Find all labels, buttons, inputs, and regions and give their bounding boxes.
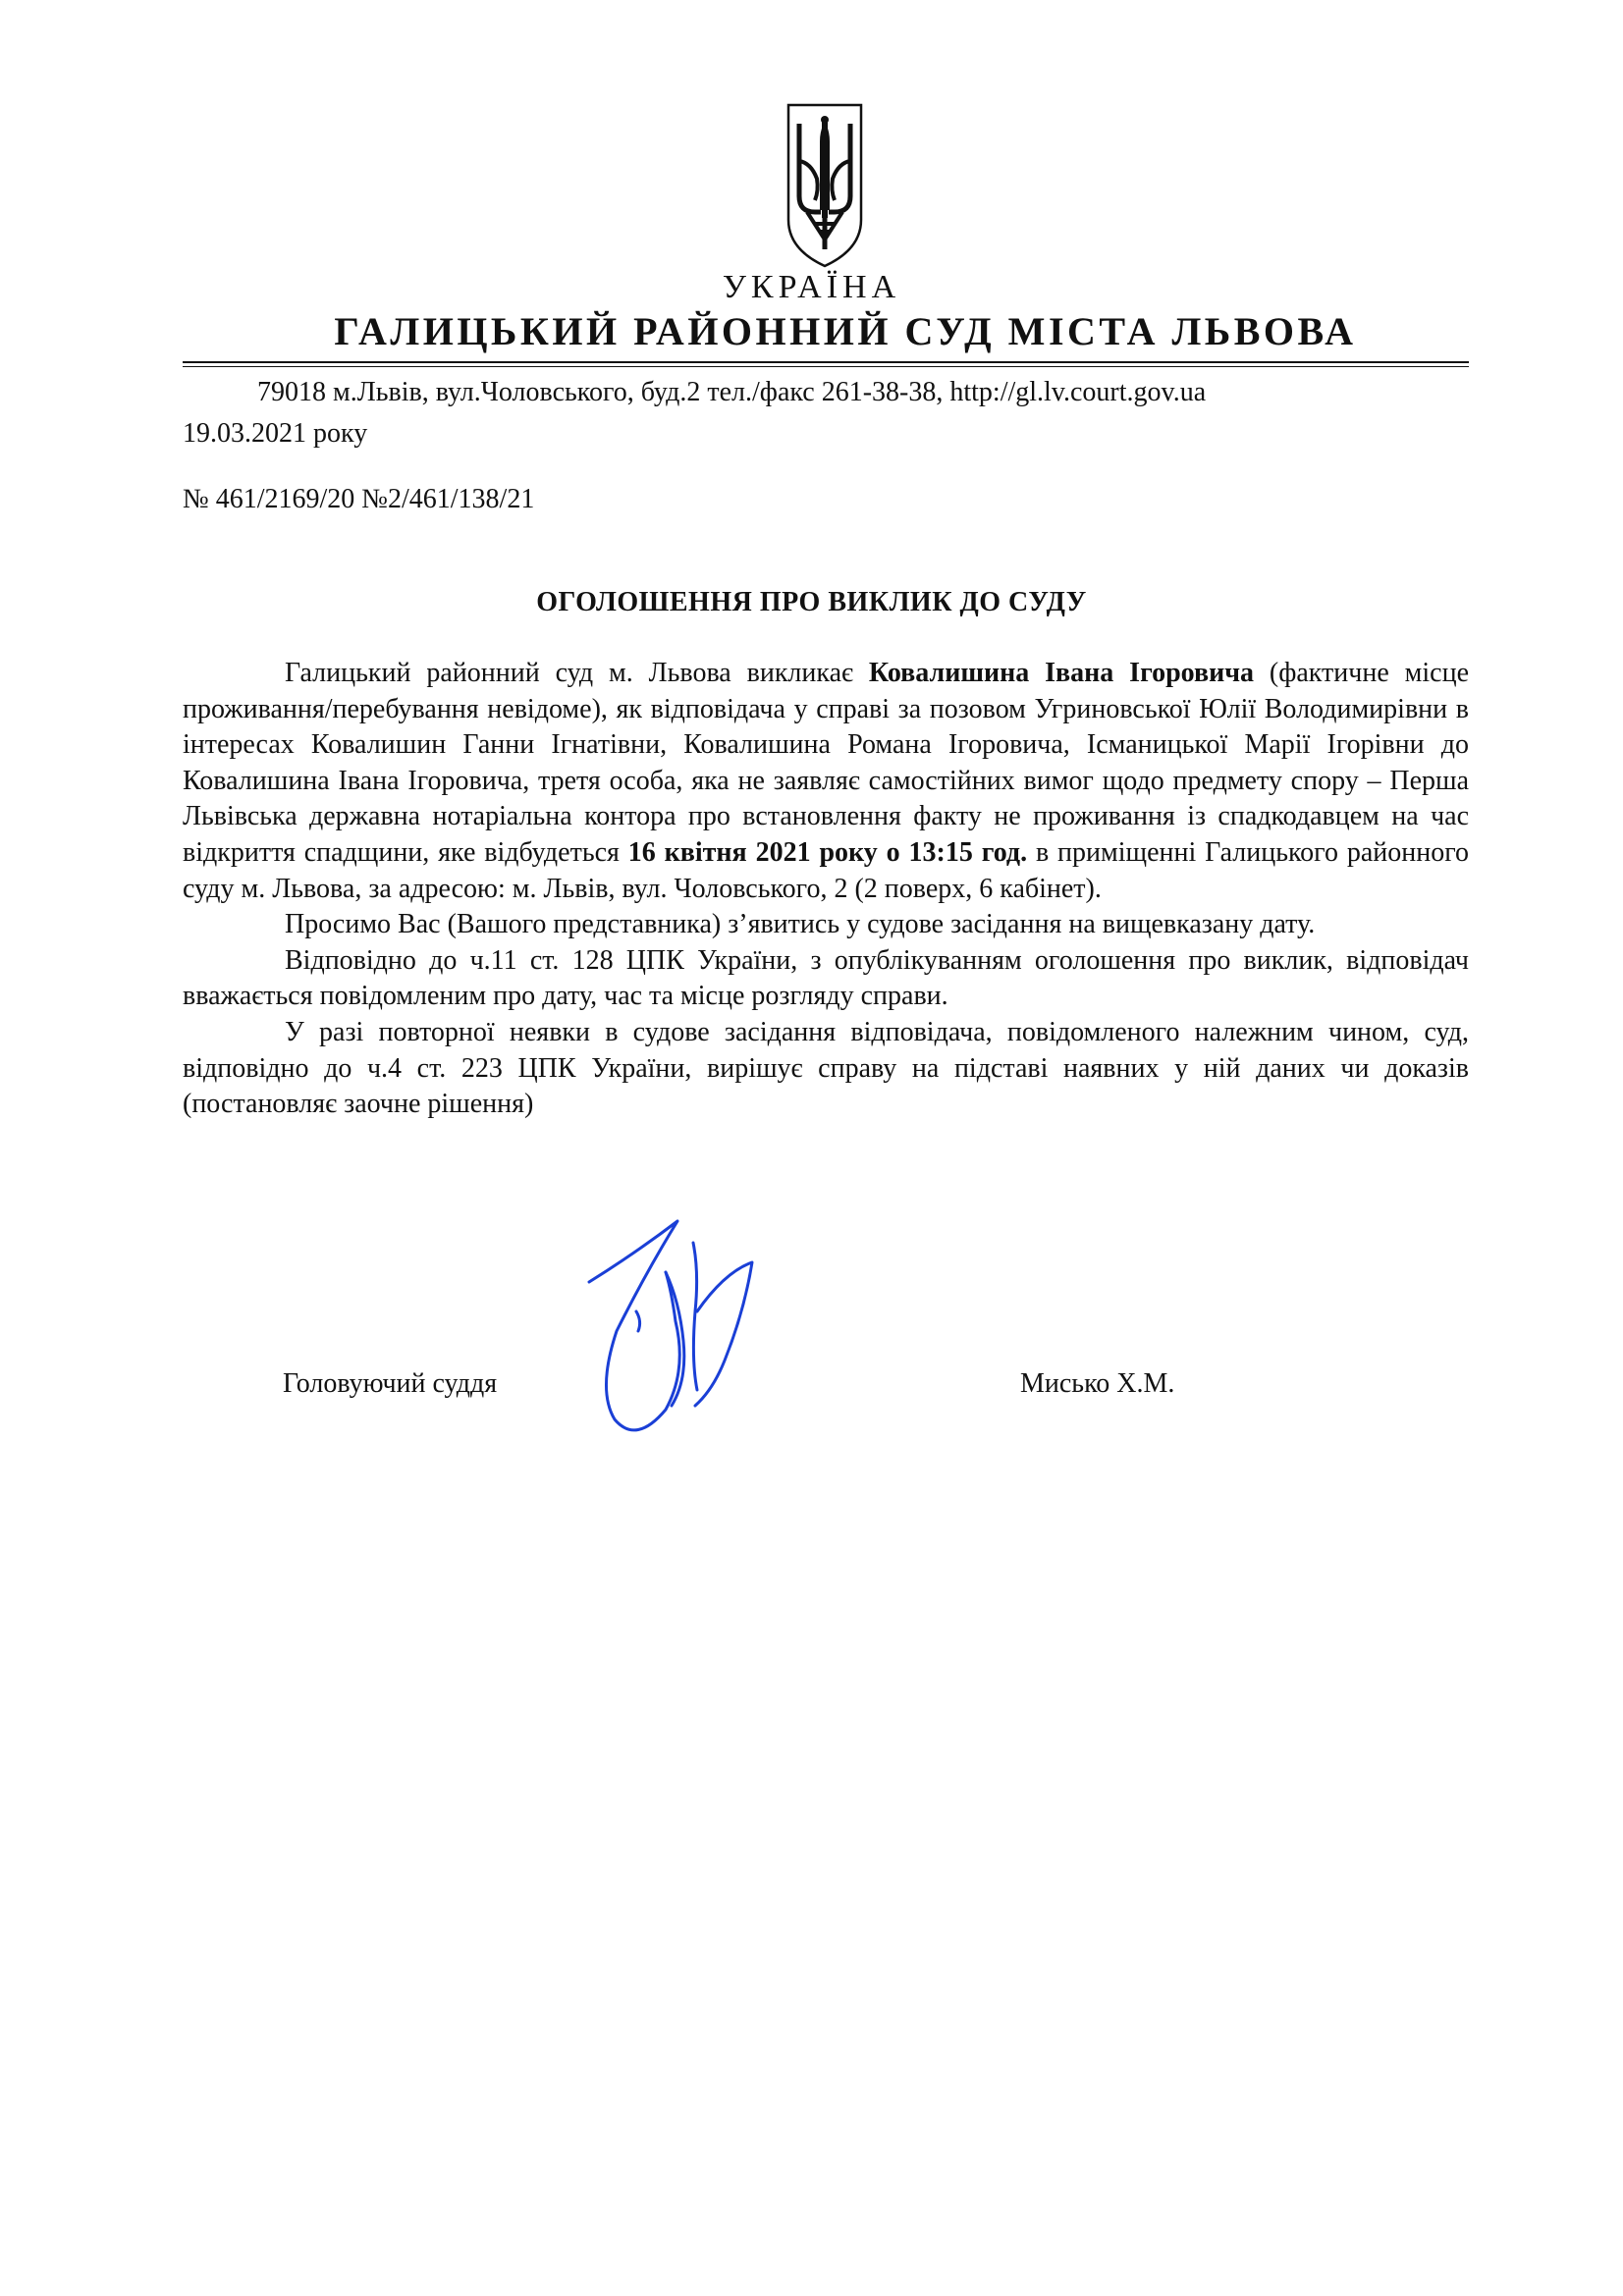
paragraph-request: Просимо Вас (Вашого представника) з’явитись у судове засідання на вищевказану дату.	[285, 909, 1316, 940]
country-heading: УКРАЇНА	[722, 269, 901, 305]
document-date: 19.03.2021 року	[183, 418, 368, 449]
signature-role: Головуючий суддя	[283, 1368, 498, 1399]
handwritten-signature	[577, 1213, 764, 1449]
court-address: 79018 м.Львів, вул.Чоловського, буд.2 тел./факс 261-38-38, http://gl.lv.court.gov.ua	[257, 377, 1207, 407]
tryzub-emblem-icon	[785, 102, 864, 269]
header-divider	[183, 361, 1469, 363]
document-body	[183, 656, 1469, 1123]
paragraph-default-judgment: У разі повторної неявки в судове засідання відповідача, повідомленого належним чином, суд, відповідно до ч.4 ст. 223 ЦПК України, вирішує справу на підставі наявних у ній даних чи доказів (постановляє заочне рішення)	[183, 1016, 1469, 1120]
judge-name: Мисько Х.М.	[1020, 1368, 1175, 1399]
summons-text-intro: Галицький районний суд м. Львова викликає	[285, 658, 869, 688]
summons-text-location: в приміщенні Галицького районного суду м. Львова, за адресою: м. Львів, вул. Чоловського, 2 (2 поверх, 6 кабінет).	[183, 836, 1470, 904]
court-name-heading: ГАЛИЦЬКИЙ РАЙОННИЙ СУД МІСТА ЛЬВОВА	[334, 309, 1357, 353]
summons-text-body: (фактичне місце проживання/перебування невідоме), як відповідача у справі за позовом Угриновської Юлії Володимирівни в інтересах Ковалишин Ганни Ігнатівни, Ковалишина Романа Ігоровича, Ісманицької Марії Ігорівни до Ковалишина Івана Ігоровича, третя особа, яка не заявляє самостійних вимог щодо предмету спору – Перша Львівська державна нотаріальна контора про встановлення факту не проживання із спадкодавцем на час відкриття спадщини, яке відбудеться	[183, 658, 1469, 868]
paragraph-summons	[183, 656, 1469, 907]
case-numbers: № 461/2169/20 №2/461/138/21	[183, 484, 535, 514]
defendant-name: Ковалишина Івана Ігоровича	[868, 658, 1255, 688]
paragraph-notice: Відповідно до ч.11 ст. 128 ЦПК України, з опублікуванням оголошення про виклик, відповідач вважається повідомленим про дату, час та місце розгляду справи.	[183, 944, 1469, 1012]
document-title: ОГОЛОШЕННЯ ПРО ВИКЛИК ДО СУДУ	[536, 587, 1087, 617]
header-divider-thin	[183, 366, 1469, 367]
hearing-datetime: 16 квітня 2021 року о 13:15 год.	[627, 836, 1028, 868]
